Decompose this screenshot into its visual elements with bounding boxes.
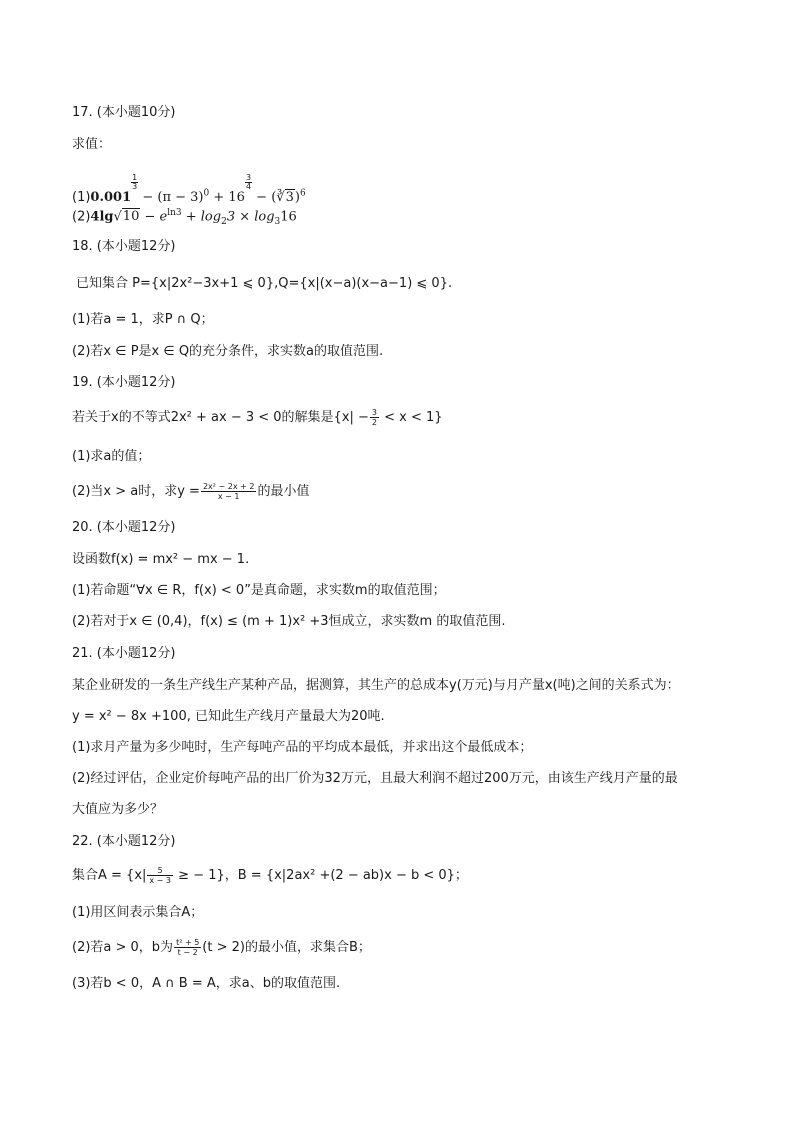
- q17-p1-root-arg: 3: [285, 190, 294, 205]
- q18-part2: (2)若x ∈ P是x ∈ Q的充分条件，求实数a的取值范围.: [72, 344, 384, 359]
- q17-p1-label: (1): [72, 190, 91, 205]
- q17-p2-e: 16: [280, 209, 297, 225]
- q17-p1-exp2: $\frac{3}{4}$: [245, 173, 252, 191]
- q19-stem: [72, 408, 443, 427]
- q17-p2-label: (2): [72, 209, 91, 225]
- q20-stem: 设函数f(x) = mx² − mx − 1.: [72, 552, 250, 567]
- q17-p2-sub2: 3: [274, 216, 281, 227]
- q21-part2-line1: (2)经过评估，企业定价每吨产品的出厂价为32万元，且最大利润不超过200万元，由该生产线月产量的最: [72, 771, 678, 786]
- q18-stem: 已知集合 P={x|2x²−3x+1 ⩽ 0},Q={x|(x−a)(x−a−1) ⩽ 0}.: [76, 276, 453, 291]
- q22-part1: (1)用区间表示集合A；: [72, 905, 204, 920]
- q22-p2-b: (t > 2)的最小值，求集合B；: [202, 940, 371, 955]
- q21-stem-line1: 某企业研发的一条生产线生产某种产品，据测算，其生产的总成本y(万元)与月产量x(吨)之间的关系式为：: [72, 678, 680, 693]
- q19-p2-fraction: $\frac{\text{2x² − 2x + 2}}{x - 1}$: [202, 482, 255, 501]
- q19-p2-a: (2)当x > a时，求y =: [72, 484, 200, 499]
- q17-p1-plus: + 16: [209, 190, 245, 205]
- q17-header: 17. (本小题10分): [72, 105, 176, 120]
- q17-part1: [72, 174, 306, 207]
- q20-header: 20. (本小题12分): [72, 520, 176, 535]
- q22-stem-b: ≥ − 1}，B = {x|2ax² +(2 − ab)x − b < 0}；: [174, 868, 468, 883]
- q21-stem-line2: y = x² − 8x +100, 已知此生产线月产量最大为20吨.: [72, 709, 385, 724]
- q21-part1: (1)求月产量为多少吨时，生产每吨产品的平均成本最低，并求出这个最低成本；: [72, 740, 533, 755]
- q22-stem-fraction: $\frac{5}{x - 3}$: [149, 866, 172, 885]
- q19-stem-fraction: $\frac{3}{2}$: [371, 408, 378, 427]
- q18-part1: (1)若a = 1，求P ∩ Q；: [72, 312, 214, 327]
- q17-p1-close: ): [294, 190, 300, 205]
- q20-part1: (1)若命题“∀x ∈ R，f(x) < 0”是真命题，求实数m的取值范围；: [72, 583, 446, 598]
- q22-stem-a: 集合A = {x|: [72, 868, 147, 883]
- q19-part1: (1)求a的值；: [72, 449, 151, 464]
- q22-p2-fraction: $\frac{\text{t² + 5}}{t - 2}$: [176, 938, 200, 957]
- q21-header: 21. (本小题12分): [72, 646, 176, 661]
- q17-intro: 求值：: [72, 137, 112, 152]
- q22-part2: [72, 938, 371, 957]
- q17-p1-exp1: $\frac{1}{3}$: [132, 173, 138, 191]
- q17-p2-c: + log: [181, 209, 222, 225]
- q17-p1-base: 0.001: [90, 190, 132, 205]
- q18-header: 18. (本小题12分): [72, 239, 176, 254]
- q17-p1-exp0: 0: [203, 188, 210, 199]
- q22-part3: (3)若b < 0，A ∩ B = A，求a、b的取值范围.: [72, 976, 341, 991]
- q17-p1-exp6: 6: [299, 188, 306, 199]
- q17-p2-a: 4lg: [90, 209, 114, 225]
- q22-header: 22. (本小题12分): [72, 834, 176, 849]
- q17-p1-root: ∛: [276, 190, 285, 205]
- q19-stem-a: 若关于x的不等式2x² + ax − 3 < 0的解集是{x| −: [72, 410, 369, 425]
- q19-p2-b: 的最小值: [257, 484, 310, 499]
- q22-p2-a: (2)若a > 0，b为: [72, 940, 174, 955]
- q22-stem: [72, 866, 468, 885]
- q19-part2: [72, 482, 310, 501]
- q17-part2: $(2)4\lg√10 - e^{ln3} + \log_23 \times \log_316$: [72, 208, 297, 227]
- q21-part2-line2: 大值应为多少？: [72, 802, 164, 817]
- q17-p2-exp: ln3: [167, 208, 182, 218]
- q17-p2-sub1: 2: [221, 216, 227, 227]
- q19-stem-b: < x < 1}: [380, 410, 443, 425]
- q17-p1-minus: − (: [252, 190, 277, 205]
- q17-p2-b: − e: [140, 209, 168, 225]
- q17-p2-sqrt-arg: 10: [122, 209, 140, 225]
- q20-part2: (2)若对于x ∈ (0,4)，f(x) ≤ (m + 1)x² +3恒成立，求实数m 的取值范围.: [72, 614, 506, 629]
- q17-p1-mid: − (π − 3): [138, 190, 204, 205]
- q19-header: 19. (本小题12分): [72, 375, 176, 390]
- q17-p2-d: 3 × log: [226, 209, 275, 225]
